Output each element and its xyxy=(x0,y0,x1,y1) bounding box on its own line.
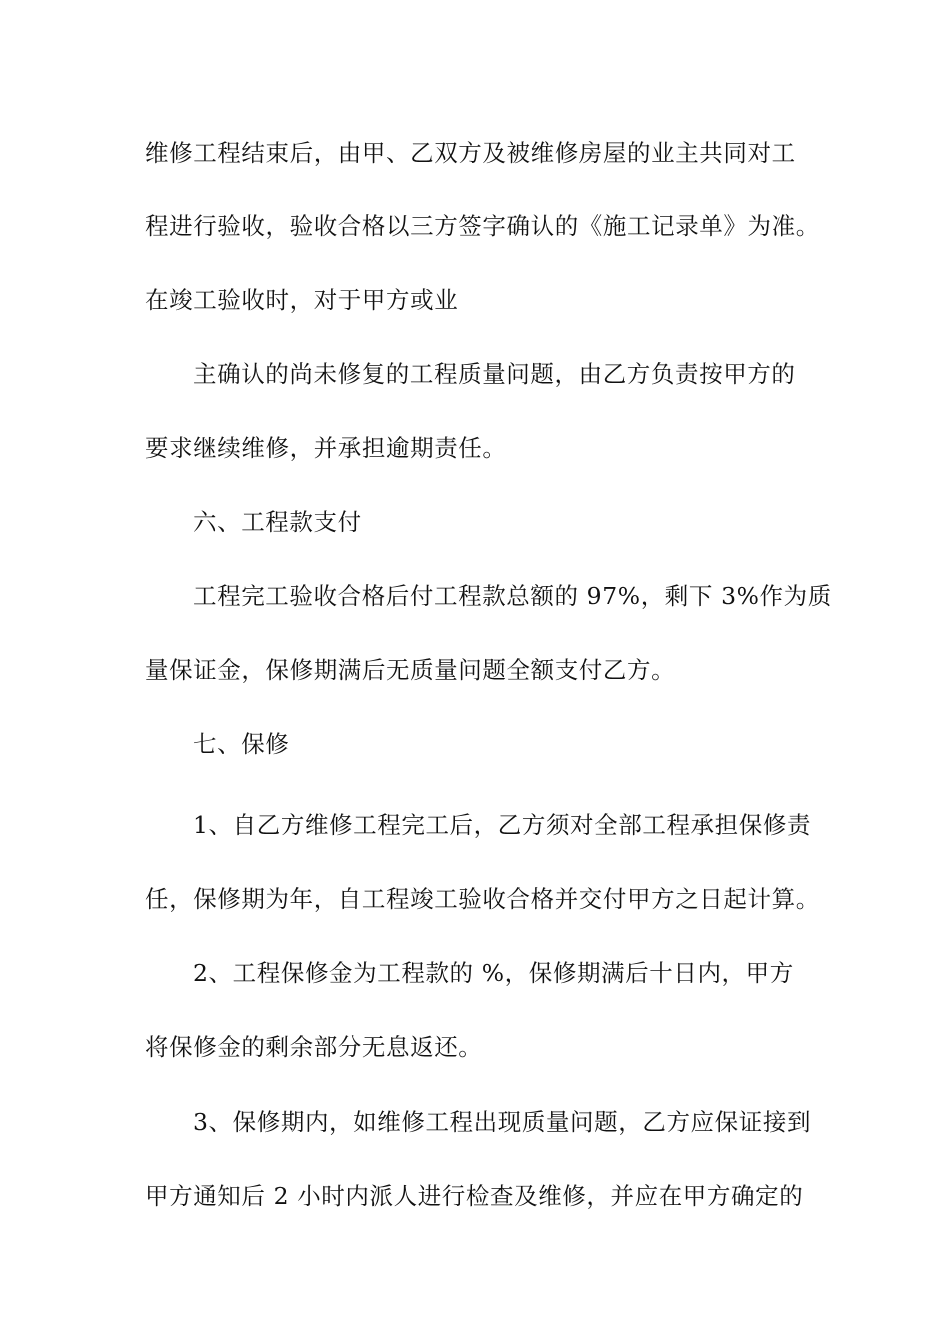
section-heading: 七、保修 xyxy=(193,730,290,758)
paragraph-line: 主确认的尚未修复的工程质量问题，由乙方负责按甲方的 xyxy=(193,360,796,388)
paragraph-line: 2、工程保修金为工程款的 %，保修期满后十日内，甲方 xyxy=(193,959,794,987)
paragraph-line: 甲方通知后 2 小时内派人进行检查及维修，并应在甲方确定的 xyxy=(145,1182,804,1210)
paragraph-line: 3、保修期内，如维修工程出现质量问题，乙方应保证接到 xyxy=(193,1108,812,1136)
paragraph-line: 维修工程结束后，由甲、乙双方及被维修房屋的业主共同对工 xyxy=(145,139,796,167)
paragraph-line: 将保修金的剩余部分无息返还。 xyxy=(145,1033,483,1061)
section-heading: 六、工程款支付 xyxy=(193,508,362,536)
paragraph-line: 任，保修期为年，自工程竣工验收合格并交付甲方之日起计算。 xyxy=(145,885,820,913)
paragraph-line: 量保证金，保修期满后无质量问题全额支付乙方。 xyxy=(145,656,676,684)
paragraph-line: 工程完工验收合格后付工程款总额的 97%，剩下 3%作为质 xyxy=(193,582,832,610)
paragraph-line: 要求继续维修，并承担逾期责任。 xyxy=(145,434,507,462)
paragraph-line: 程进行验收，验收合格以三方签字确认的《施工记录单》为准。 xyxy=(145,212,820,240)
paragraph-line: 在竣工验收时，对于甲方或业 xyxy=(145,286,459,314)
paragraph-line: 1、自乙方维修工程完工后，乙方须对全部工程承担保修责 xyxy=(193,811,812,839)
